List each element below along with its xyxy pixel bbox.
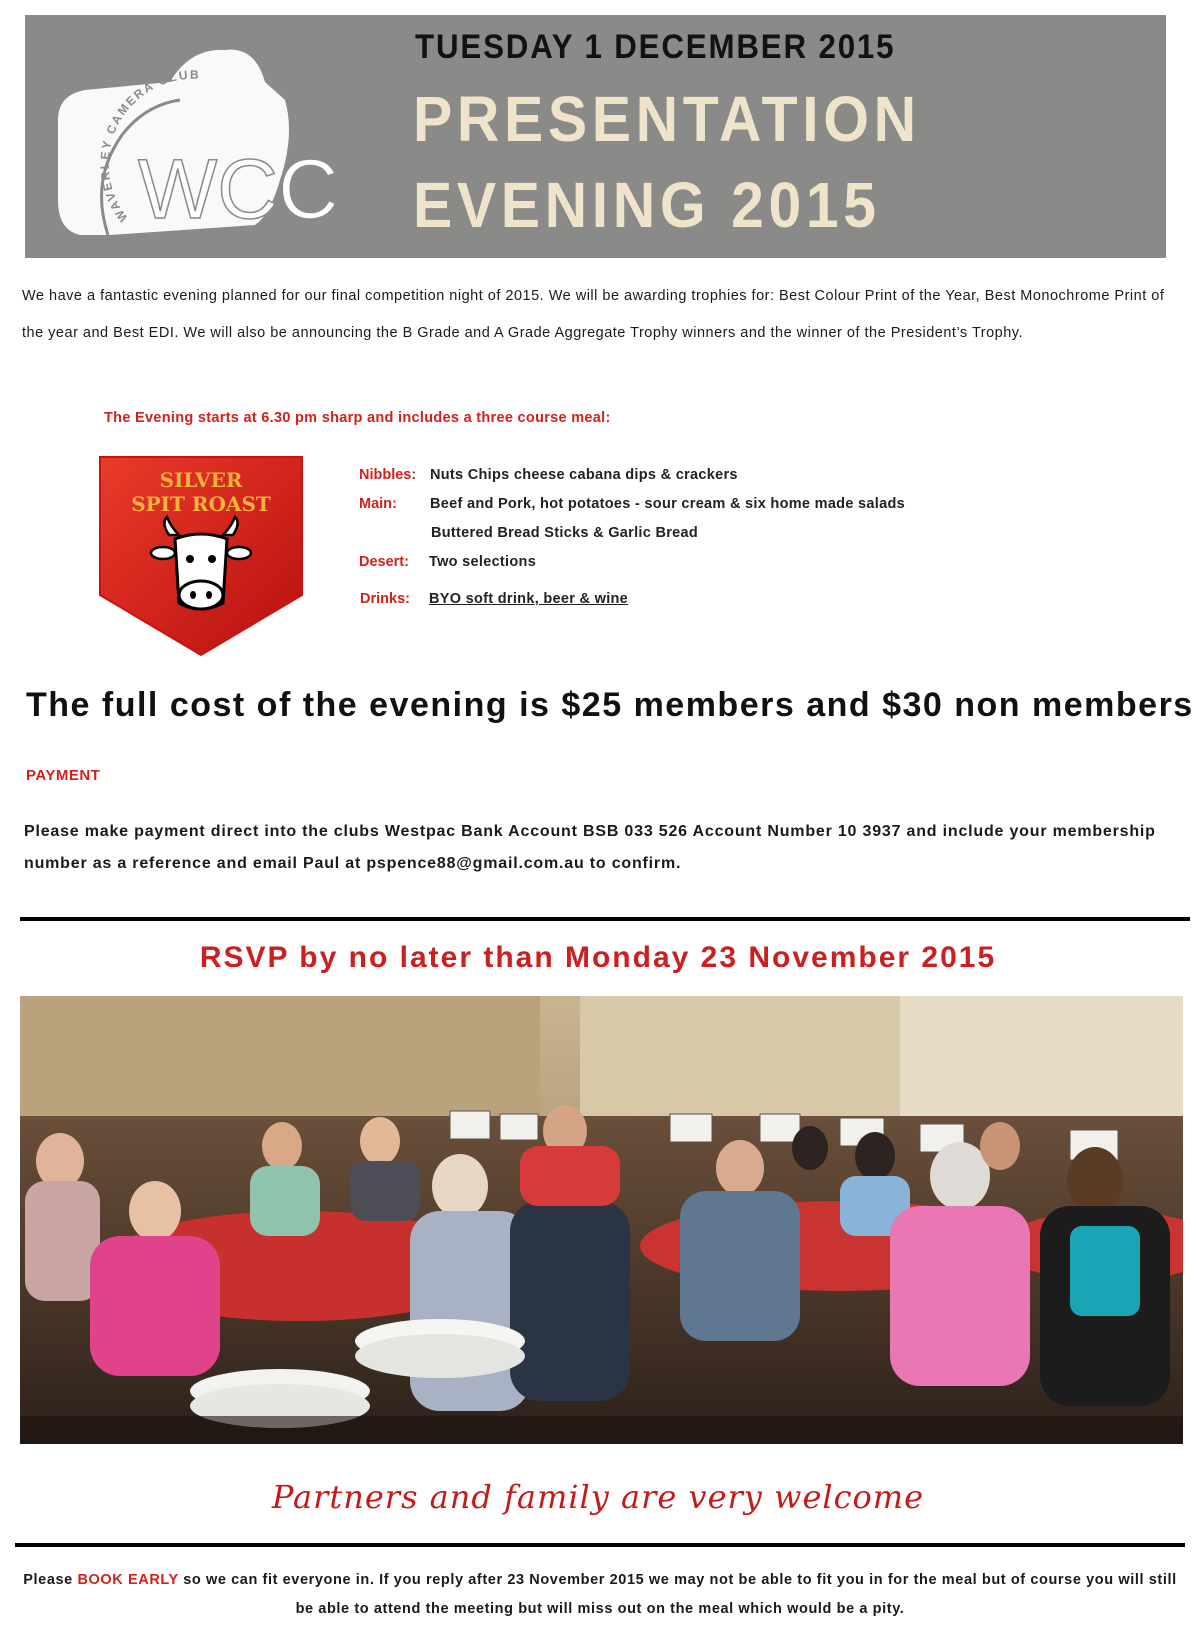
payment-instructions: Please make payment direct into the clubs Westpac Bank Account BSB 033 526 Account Number 10 3937 and include your membership number as a reference and email Paul at pspence88@gmail.com.au to confirm. xyxy=(24,823,1156,872)
intro-paragraph: We have a fantastic evening planned for our final competition night of 2015. We will be awarding trophies for: Best Colour Print of the Year, Best Monochrome Print of the year and Best EDI. We will also be announcing the B Grade and A Grade Aggregate Trophy winners and the winner of the President’s Trophy. xyxy=(22,288,1165,341)
cost-heading: The full cost of the evening is $25 members and $30 non members xyxy=(26,686,1194,724)
wcc-logo xyxy=(50,40,370,240)
event-date: TUESDAY 1 DECEMBER 2015 xyxy=(415,28,896,66)
welcome-message: Partners and family are very welcome xyxy=(271,1478,925,1516)
rsvp-heading: RSVP by no later than Monday 23 November 2015 xyxy=(199,941,997,974)
book-early-text: BOOK EARLY xyxy=(77,1572,179,1588)
divider xyxy=(20,917,1190,921)
menu-nibbles: Nuts Chips cheese cabana dips & crackers xyxy=(430,467,738,483)
footer-prefix: Please xyxy=(23,1572,78,1588)
menu-drinks: BYO soft drink, beer & wine xyxy=(429,591,629,607)
payment-heading: PAYMENT xyxy=(26,767,101,784)
page-title-line2: EVENING 2015 xyxy=(413,169,881,241)
silver-spit-roast-logo xyxy=(96,455,306,660)
logo-arc-text: WAVERLEY CAMERA CLUB xyxy=(97,67,201,225)
menu-nibbles-label: Nibbles: xyxy=(359,467,417,483)
logo-line2: SPIT ROAST xyxy=(131,492,271,516)
divider xyxy=(15,1543,1185,1547)
logo-line1: SILVER xyxy=(159,468,243,492)
menu-main-label: Main: xyxy=(359,496,397,512)
evening-start-text: The Evening starts at 6.30 pm sharp and includes a three course meal: xyxy=(104,410,611,426)
menu-drinks-label: Drinks: xyxy=(360,591,410,607)
footer-note xyxy=(20,1566,1180,1624)
menu-main-extra: Buttered Bread Sticks & Garlic Bread xyxy=(431,525,699,541)
menu-desert-label: Desert: xyxy=(359,554,409,570)
event-photo xyxy=(20,996,1183,1444)
logo-text: WCC xyxy=(138,142,339,236)
menu-desert: Two selections xyxy=(429,554,537,570)
menu-main: Beef and Pork, hot potatoes - sour cream & six home made salads xyxy=(430,496,905,512)
footer-suffix: so we can fit everyone in. If you reply after 23 November 2015 we may not be able to fit you in for the meal but of course you will still be able to attend the meeting but will miss out on the meal which would be a pity. xyxy=(178,1572,1177,1617)
page-title-line1: PRESENTATION xyxy=(413,83,921,155)
